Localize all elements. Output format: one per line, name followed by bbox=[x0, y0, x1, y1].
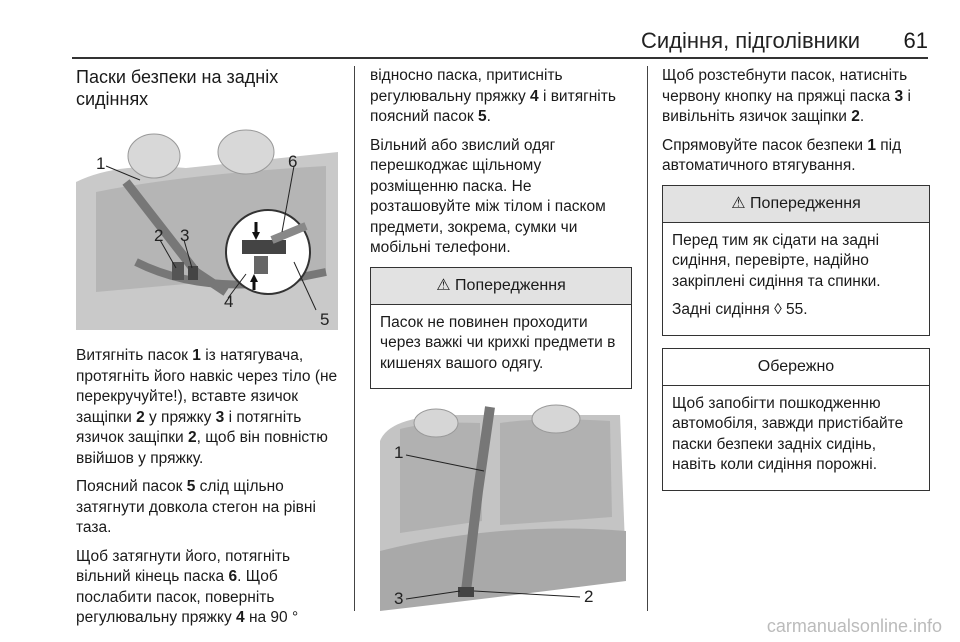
warning-box-seats bbox=[662, 185, 930, 336]
figure1-callout-5: 5 bbox=[320, 310, 330, 329]
section-title: Паски безпеки на задніх сидіннях bbox=[76, 67, 279, 109]
paragraph-lap-belt: Поясний пасок 5 слід щільно затягнути довкола стегон на рівні таза. bbox=[76, 478, 316, 536]
column-1 bbox=[76, 66, 338, 637]
paragraph-clothing: Вільний або звислий одяг перешкоджає щільному розміщенню паска. Не розташовуйте між тілом і паском предмети, зокрема, сумки чи мобільні телефони. bbox=[370, 136, 606, 256]
header-rule bbox=[72, 57, 928, 59]
warning-header: ⚠ Попередження bbox=[371, 268, 631, 305]
figure1-callout-6: 6 bbox=[288, 152, 298, 171]
warning-header: ⚠ Попередження bbox=[663, 186, 929, 223]
paragraph-retract: Спрямовуйте пасок безпеки 1 під автоматичного втягування. bbox=[662, 136, 902, 174]
figure2-callout-2: 2 bbox=[584, 587, 594, 606]
paragraph-unfasten: Щоб розстебнути пасок, натисніть червону кнопку на пряжці паска 3 і вивільніть язичок защіпки 2. bbox=[662, 67, 911, 125]
figure1-callout-1: 1 bbox=[96, 154, 106, 173]
paragraph-adjuster-continue: відносно паска, притисніть регулювальну пряжку 4 і витягніть поясний пасок 5. bbox=[370, 67, 616, 125]
figure1-callout-2: 2 bbox=[154, 226, 164, 245]
figure2-callout-3: 3 bbox=[394, 589, 404, 608]
header-title: Сидіння, підголівники bbox=[640, 28, 860, 53]
paragraph-fasten-belt: Витягніть пасок 1 із натягувача, протягніть його навкіс через тіло (не перекручуйте!), вставте язичок защіпки 2 у пряжку 3 і потягніть язичок защіпки 2, щоб він повністю ввійшов у пряжку. bbox=[76, 347, 338, 467]
warning-text: Пасок не повинен проходити через важкі чи крихкі предмети в кишенях вашого одягу. bbox=[380, 313, 616, 372]
figure-rear-bench-belt bbox=[370, 401, 632, 617]
column-3 bbox=[662, 66, 930, 503]
caution-text: Щоб запобігти пошкодженню автомобіля, завжди пристібайте паски безпеки задніх сидінь, навіть коли сидіння порожні. bbox=[672, 394, 904, 473]
page-reference-icon: ◊ bbox=[774, 301, 782, 318]
warning-text: Перед тим як сідати на задні сидіння, перевірте, надійно закріплені сидіння та спинки. bbox=[672, 231, 881, 290]
rear-seat-illustration bbox=[76, 122, 338, 330]
figure1-callout-4: 4 bbox=[224, 292, 234, 311]
page-number: 61 bbox=[903, 28, 928, 53]
column-divider-1 bbox=[354, 66, 355, 611]
rear-bench-illustration bbox=[370, 401, 632, 617]
watermark: carmanualsonline.info bbox=[766, 616, 942, 636]
caution-box bbox=[662, 348, 930, 491]
figure-rear-belt-adjuster bbox=[76, 122, 338, 330]
warning-triangle-icon: ⚠ bbox=[731, 194, 746, 212]
figure2-callout-1: 1 bbox=[394, 443, 404, 462]
rear-seats-reference: Задні сидіння ◊ 55. bbox=[672, 301, 808, 318]
column-divider-2 bbox=[647, 66, 648, 611]
figure1-callout-3: 3 bbox=[180, 226, 190, 245]
warning-triangle-icon: ⚠ bbox=[436, 276, 451, 294]
warning-box-pockets bbox=[370, 267, 632, 390]
paragraph-tighten-belt: Щоб затягнути його, потягніть вільний кінець паска 6. Щоб послабити пасок, поверніть регулювальну пряжку 4 на 90 ° bbox=[76, 547, 299, 626]
caution-header: Обережно bbox=[663, 349, 929, 386]
column-2 bbox=[370, 66, 632, 617]
